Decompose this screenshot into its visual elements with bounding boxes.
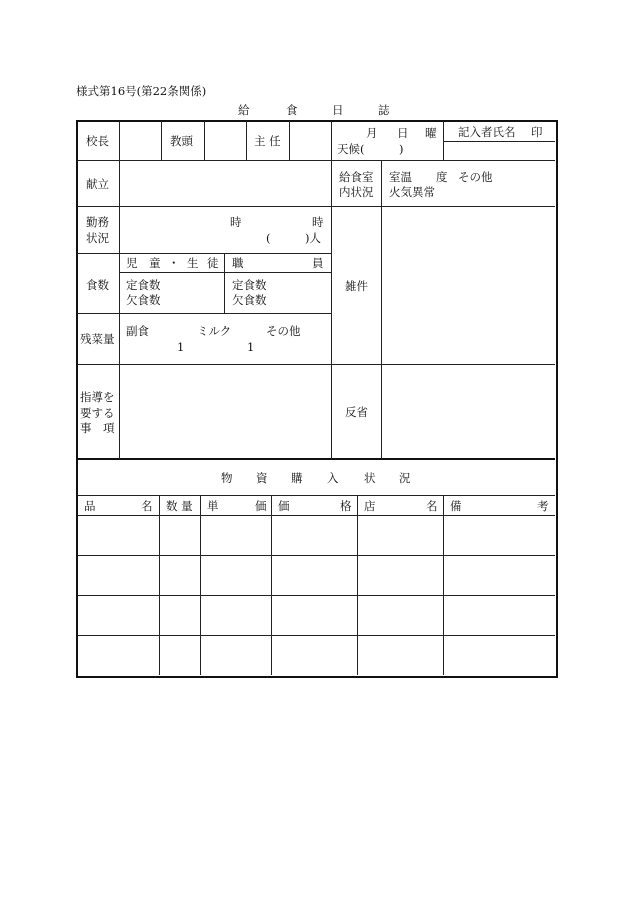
purchase-row-line-2 (77, 595, 555, 596)
purchase-col-line-4 (357, 495, 358, 675)
meals-header-line (119, 272, 331, 273)
purchase-col-line-5 (443, 495, 444, 675)
row-line-leftovers (77, 364, 555, 365)
purchase-row-line-3 (77, 635, 555, 636)
row-line-meals (77, 313, 331, 314)
day-label: 日 (397, 126, 409, 140)
kitchen-label-2: 内状況 (339, 185, 374, 199)
purchase-title-char-6: 況 (399, 471, 411, 485)
seal-label: 印 (531, 125, 543, 139)
header-col-line-3 (246, 121, 247, 161)
recorder-column-line (443, 121, 444, 161)
leftovers-unit-1: 1 (177, 340, 185, 354)
purchase-title-char-3: 購 (291, 471, 303, 485)
students-char-3: ・ (168, 256, 180, 270)
col-note-a: 備 (450, 499, 462, 513)
title-char-2: 食 (286, 103, 298, 117)
students-absent-label: 欠食数 (126, 293, 161, 307)
leftovers-label: 残菜量 (80, 332, 115, 346)
row-line-guidance (77, 458, 555, 460)
meals-label: 食数 (86, 278, 109, 292)
staff-char-2: 員 (312, 256, 324, 270)
weather-field: 天候( ) (337, 142, 404, 156)
col-price-a: 価 (278, 499, 290, 513)
col-price-b: 格 (340, 499, 352, 513)
work-label-1: 勤務 (86, 215, 109, 229)
work-from-hour: 時 (230, 215, 242, 229)
label-column-line (119, 121, 120, 459)
milk-label: ミルク (197, 324, 232, 338)
fire-check-label: 火気異常 (389, 185, 435, 199)
purchase-col-line-3 (271, 495, 272, 675)
guidance-label-1: 指導を (80, 390, 115, 404)
staff-char-1: 職 (232, 256, 244, 270)
purchase-row-line-1 (77, 555, 555, 556)
misc-label: 雑件 (345, 279, 368, 293)
staff-fixed-label: 定食数 (232, 278, 267, 292)
work-to-hour: 時 (312, 215, 324, 229)
col-unit-a: 単 (207, 499, 219, 513)
guidance-label-2: 要する (80, 406, 115, 420)
title-char-1: 給 (238, 103, 250, 117)
students-char-4: 生 (187, 256, 199, 270)
row-line-purchase-title (77, 495, 555, 496)
work-label-2: 状況 (86, 231, 109, 245)
form-number: 様式第16号(第22条関係) (76, 84, 207, 98)
col-item-b: 名 (141, 499, 153, 513)
room-temp-label: 室温 (389, 170, 412, 184)
leftovers-other-label: その他 (266, 324, 301, 338)
header-col-line-2 (204, 121, 205, 161)
mid-column-line (331, 121, 332, 459)
students-char-2: 童 (149, 256, 161, 270)
purchase-title-char-1: 物 (221, 471, 233, 485)
recorder-split-line (443, 141, 555, 142)
meals-split-line (224, 253, 225, 313)
guidance-label-3: 事 項 (80, 421, 115, 435)
vice-principal-label: 教頭 (170, 134, 193, 148)
purchase-title-char-2: 資 (256, 471, 268, 485)
recorder-name-label: 記入者氏名 (458, 125, 516, 139)
row-line-menu (77, 206, 555, 207)
chief-label: 主 任 (254, 134, 281, 148)
menu-label: 献立 (86, 177, 109, 191)
col-store-b: 名 (426, 499, 438, 513)
col-store-a: 店 (364, 499, 376, 513)
right-label-column-line (381, 161, 382, 459)
kitchen-label-1: 給食室 (339, 170, 374, 184)
purchase-title-char-4: 入 (327, 471, 339, 485)
title-char-4: 誌 (378, 103, 390, 117)
principal-label: 校長 (86, 134, 109, 148)
header-col-line-4 (289, 121, 290, 161)
kitchen-other-label: その他 (458, 170, 493, 184)
degree-label: 度 (436, 170, 448, 184)
col-qty: 数 量 (166, 499, 193, 513)
month-label: 月 (366, 126, 378, 140)
staff-absent-label: 欠食数 (232, 293, 267, 307)
weekday-label: 曜 (425, 126, 437, 140)
col-unit-b: 価 (255, 499, 267, 513)
col-item-a: 品 (84, 499, 96, 513)
purchase-title-char-5: 状 (364, 471, 376, 485)
purchase-col-line-2 (200, 495, 201, 675)
work-people: ( )人 (266, 231, 321, 245)
row-line-columns (77, 515, 555, 516)
header-col-line-1 (161, 121, 162, 161)
row-line-work (77, 253, 331, 254)
reflection-label: 反省 (345, 405, 368, 419)
leftovers-unit-2: 1 (247, 340, 255, 354)
row-line-header (77, 160, 555, 161)
purchase-col-line-1 (159, 495, 160, 675)
col-note-b: 考 (537, 499, 549, 513)
students-char-5: 徒 (207, 256, 219, 270)
students-fixed-label: 定食数 (126, 278, 161, 292)
side-dish-label: 副食 (126, 324, 149, 338)
title-char-3: 日 (332, 103, 344, 117)
students-char-1: 児 (126, 256, 138, 270)
